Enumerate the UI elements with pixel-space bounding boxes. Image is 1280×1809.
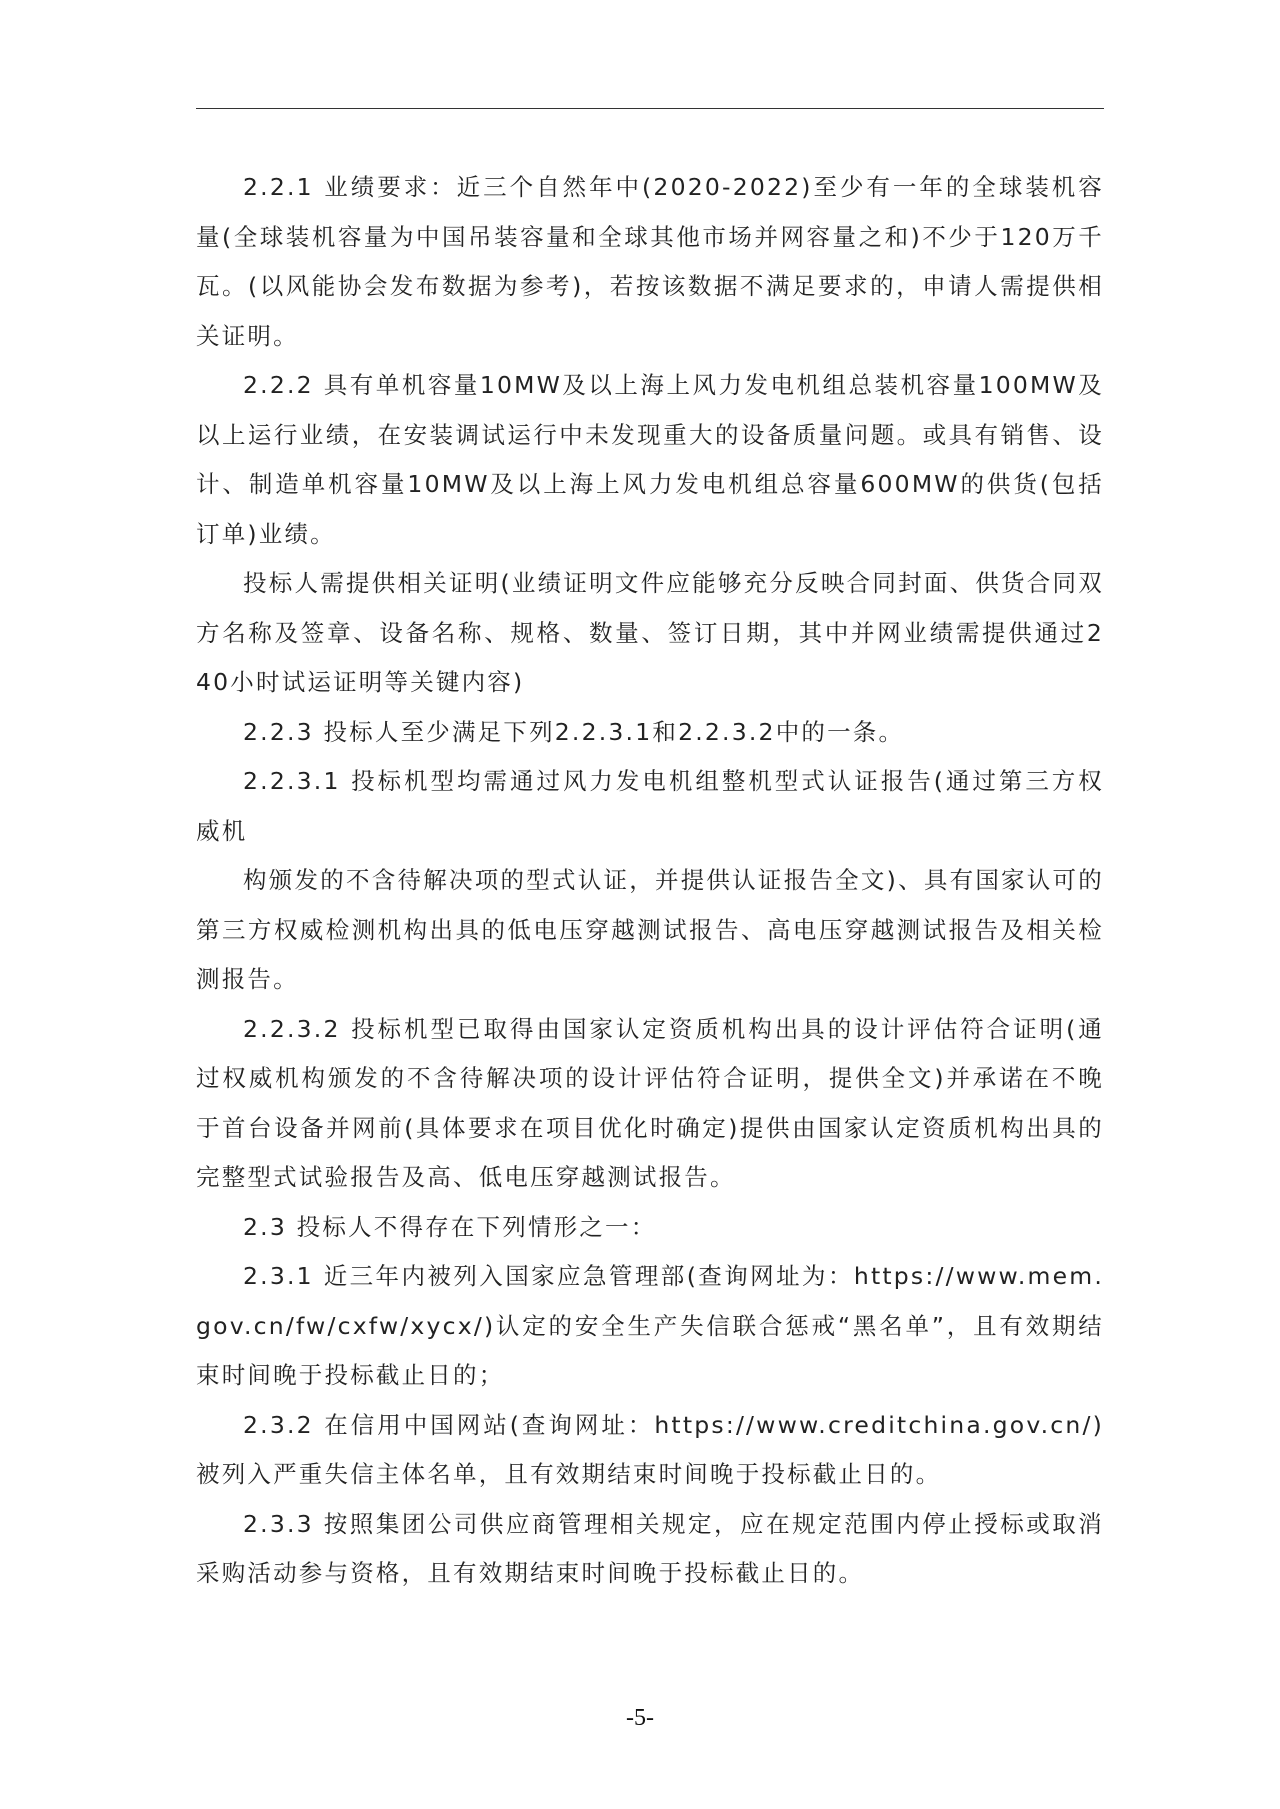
paragraph-2-3-3: 2.3.3 按照集团公司供应商管理相关规定，应在规定范围内停止授标或取消采购活动参与资格，且有效期结束时间晚于投标截止日的。 xyxy=(196,1509,1104,1587)
paragraph-2-2-3: 2.2.3 投标人至少满足下列2.2.3.1和2.2.3.2中的一条。 xyxy=(243,717,905,746)
page-number: -5- xyxy=(626,1705,654,1731)
paragraph-2-2-3-2: 2.2.3.2 投标机型已取得由国家认定资质机构出具的设计评估符合证明(通过权威机构颁发的不含待解决项的设计评估符合证明，提供全文)并承诺在不晚于首台设备并网前(具体要求在项目优化时确定)提供由国家认定资质机构出具的完整型式试验报告及高、低电压穿越测试报告。 xyxy=(196,1014,1104,1191)
document-body xyxy=(196,163,1104,1599)
header-rule xyxy=(196,108,1104,109)
paragraph-2-2-2: 2.2.2 具有单机容量10MW及以上海上风力发电机组总装机容量100MW及以上运行业绩，在安装调试运行中未发现重大的设备质量问题。或具有销售、设计、制造单机容量10MW及以上海上风力发电机组总容量600MW的供货(包括订单)业绩。 xyxy=(196,371,1104,548)
paragraph-2-2-3-1: 2.2.3.1 投标机型均需通过风力发电机组整机型式认证报告(通过第三方权威机 xyxy=(196,767,1104,845)
paragraph-2-2-3-1-continued: 构颁发的不含待解决项的型式认证，并提供认证报告全文)、具有国家认可的第三方权威检测机构出具的低电压穿越测试报告、高电压穿越测试报告及相关检测报告。 xyxy=(196,866,1104,993)
paragraph-2-3-1: 2.3.1 近三年内被列入国家应急管理部(查询网址为：https://www.mem.gov.cn/fw/cxfw/xycx/)认定的安全生产失信联合惩戒“黑名单”，且有效期结束时间晚于投标截止日的； xyxy=(196,1262,1104,1389)
paragraph-2-3: 2.3 投标人不得存在下列情形之一： xyxy=(243,1212,657,1241)
paragraph-2-3-2: 2.3.2 在信用中国网站(查询网址：https://www.creditchina.gov.cn/)被列入严重失信主体名单，且有效期结束时间晚于投标截止日的。 xyxy=(196,1410,1104,1488)
paragraph-2-2-1: 2.2.1 业绩要求：近三个自然年中(2020-2022)至少有一年的全球装机容量(全球装机容量为中国吊装容量和全球其他市场并网容量之和)不少于120万千瓦。(以风能协会发布数据为参考)，若按该数据不满足要求的，申请人需提供相关证明。 xyxy=(196,173,1104,350)
paragraph-proof-requirements: 投标人需提供相关证明(业绩证明文件应能够充分反映合同封面、供货合同双方名称及签章、设备名称、规格、数量、签订日期，其中并网业绩需提供通过240小时试运证明等关键内容) xyxy=(196,569,1104,696)
